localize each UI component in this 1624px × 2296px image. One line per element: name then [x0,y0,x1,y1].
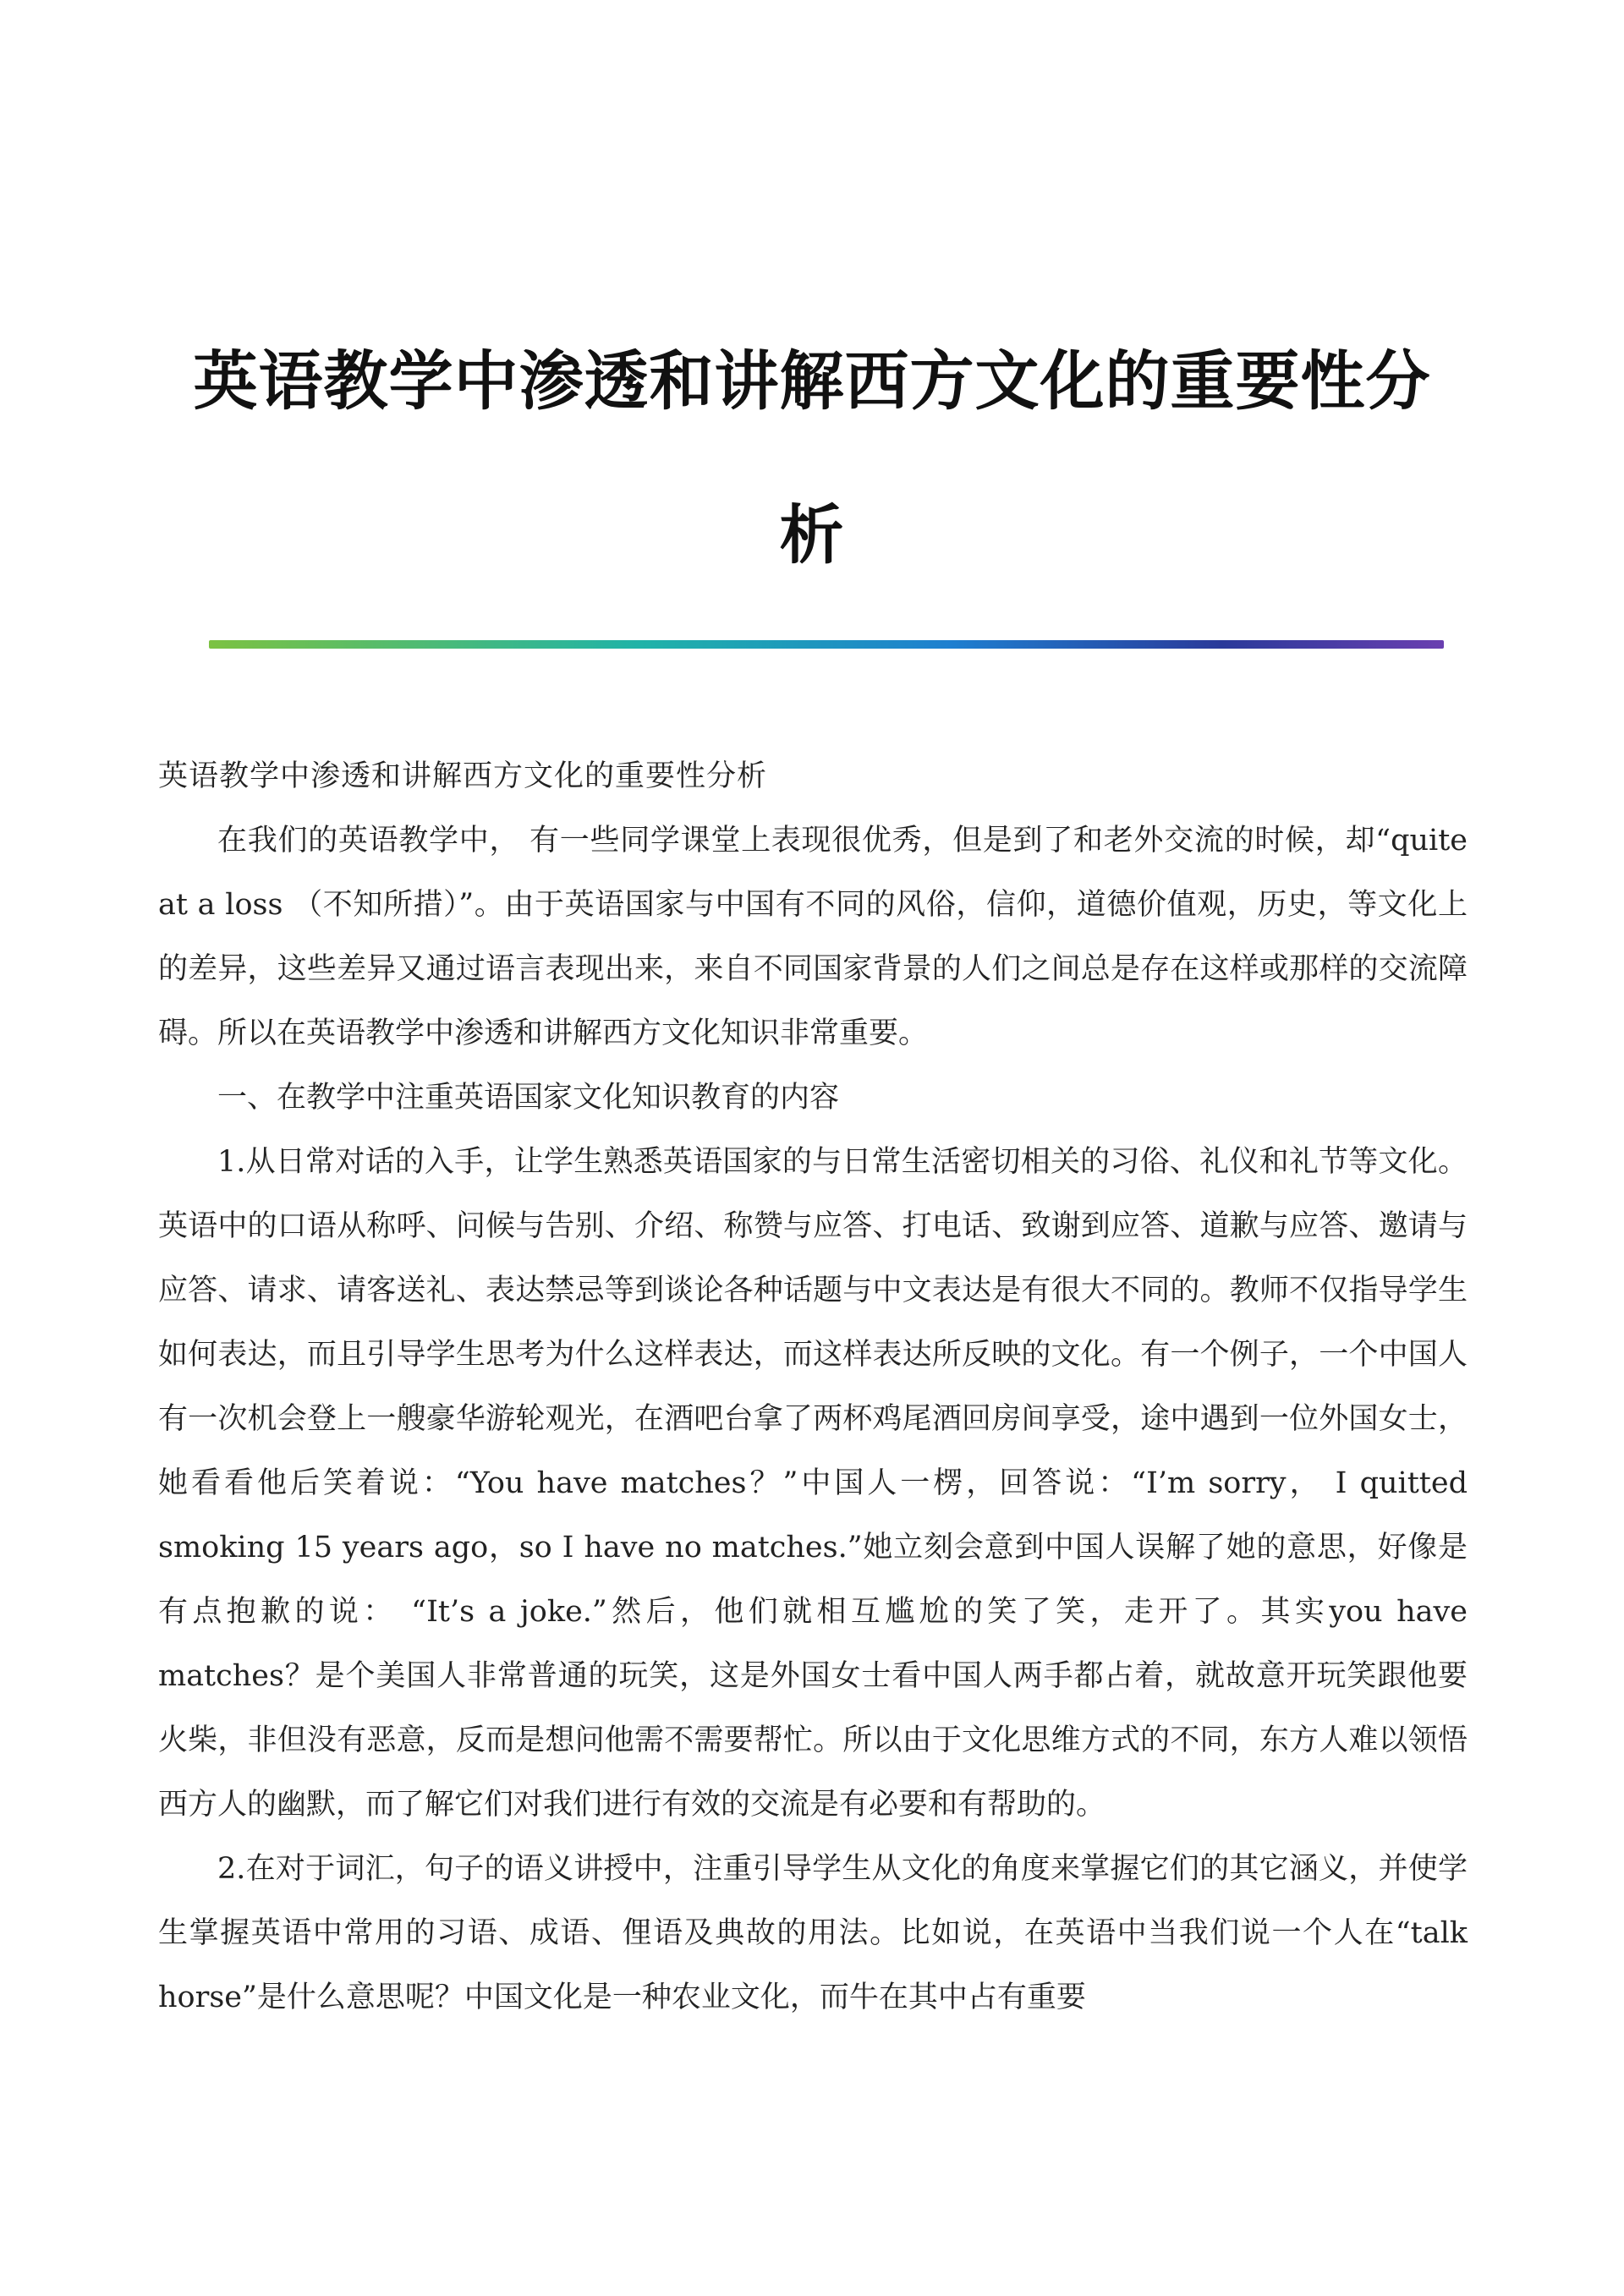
document-subtitle: 英语教学中渗透和讲解西方文化的重要性分析 [158,759,768,793]
section-heading-1: 一、在教学中注重英语国家文化知识教育的内容 [217,1081,840,1115]
document-body [158,744,1468,2030]
paragraph-intro: 在我们的英语教学中， 有一些同学课堂上表现很优秀，但是到了和老外交流的时候，却“quite at a loss （不知所措）”。由于英语国家与中国有不同的风俗，信仰，道德价值观，历史，等文化上的差异，这些差异又通过语言表现出来，来自不同国家背景的人们之间总是存在这样或那样的交流障碍。所以在英语教学中渗透和讲解西方文化知识非常重要。 [158,824,1468,1050]
paragraph-point-2: 2.在对于词汇，句子的语义讲授中，注重引导学生从文化的角度来掌握它们的其它涵义，并使学生掌握英语中常用的习语、成语、俚语及典故的用法。比如说，在英语中当我们说一个人在“talk horse”是什么意思呢？中国文化是一种农业文化，而牛在其中占有重要 [158,1852,1468,2014]
gradient-divider [209,640,1444,649]
document-title-line-2: 析 [779,497,845,573]
paragraph-point-1: 1.从日常对话的入手，让学生熟悉英语国家的与日常生活密切相关的习俗、礼仪和礼节等文化。英语中的口语从称呼、问候与告别、介绍、称赞与应答、打电话、致谢到应答、道歉与应答、邀请与应答、请求、请客送礼、表达禁忌等到谈论各种话题与中文表达是有很大不同的。教师不仅指导学生如何表达，而且引导学生思考为什么这样表达，而这样表达所反映的文化。有一个例子，一个中国人有一次机会登上一艘豪华游轮观光，在酒吧台拿了两杯鸡尾酒回房间享受，途中遇到一位外国女士，她看看他后笑着说：“You have matches？”中国人一楞，回答说：“I’m sorry， I quitted smoking 15 years ago，so I have no matches.”她立刻会意到中国人误解了她的意思，好像是有点抱歉的说： “It’s a joke.”然后，他们就相互尴尬的笑了笑，走开了。其实you have matches？是个美国人非常普通的玩笑，这是外国女士看中国人两手都占着，就故意开玩笑跟他要火柴，非但没有恶意，反而是想问他需不需要帮忙。所以由于文化思维方式的不同，东方人难以领悟西方人的幽默，而了解它们对我们进行有效的交流是有必要和有帮助的。 [158,1145,1468,1822]
document-title-line-1: 英语教学中渗透和讲解西方文化的重要性分 [193,343,1431,419]
document-title [169,304,1455,612]
